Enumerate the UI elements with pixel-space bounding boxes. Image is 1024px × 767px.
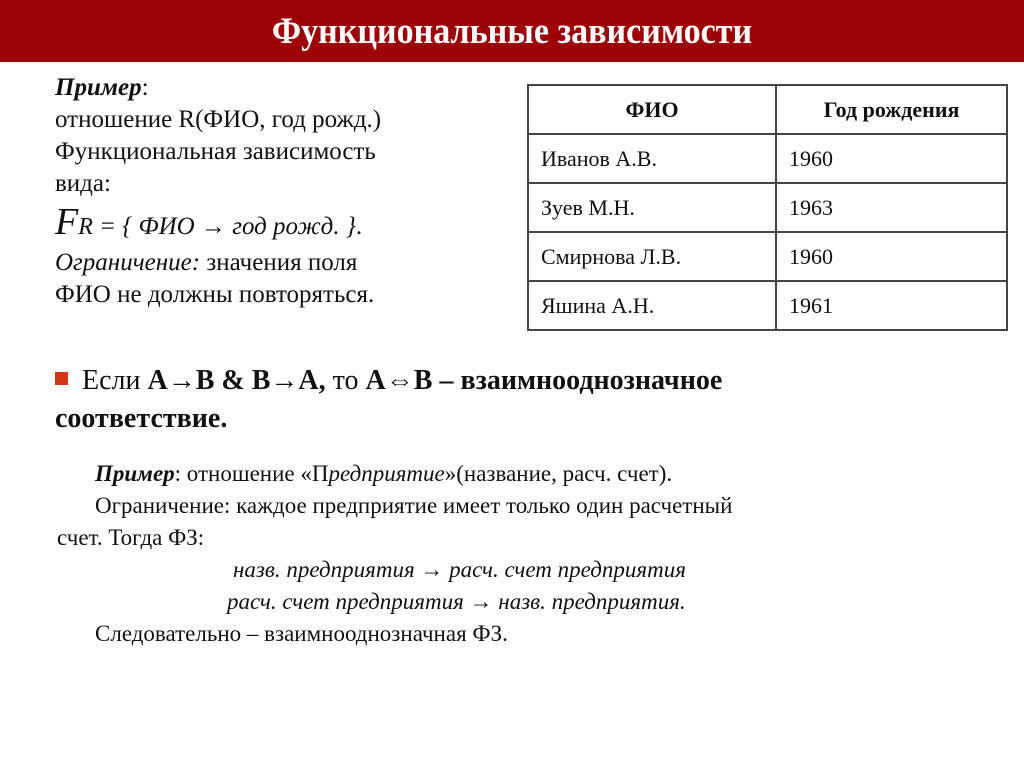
square-bullet-icon	[55, 372, 68, 385]
header-fio: ФИО	[528, 85, 776, 134]
table-header-row	[528, 85, 1007, 134]
arrow-icon: →	[200, 213, 226, 240]
example-2-constraint: Ограничение: каждое предприятие имеет только один расчетный	[95, 493, 733, 518]
cell-fio: Зуев М.Н.	[528, 183, 776, 232]
cell-fio: Яшина А.Н.	[528, 281, 776, 330]
fd-line-2: вида:	[55, 170, 111, 197]
bullet-point: Если A→B & B→A, то A⇔B – взаимнооднозначное соответствие.	[55, 362, 955, 438]
cell-fio: Смирнова Л.В.	[528, 232, 776, 281]
example-2-heading: Пример: отношение «Предприятие»(название, расч. счет).	[95, 461, 673, 486]
example-2-constraint-cont: счет. Тогда ФЗ:	[57, 525, 205, 550]
constraint-line-2: ФИО не должны повторяться.	[55, 281, 375, 308]
double-arrow-icon: ⇔	[385, 365, 414, 396]
table-row	[528, 281, 1007, 330]
bullet-line-2: соответствие.	[55, 403, 228, 434]
arrow-icon: →	[270, 365, 299, 396]
cell-year: 1960	[776, 134, 1007, 183]
arrow-icon: →	[469, 589, 493, 614]
arrow-icon: →	[420, 557, 444, 582]
table-row	[528, 183, 1007, 232]
fd-formula: FR = { ФИО → год рожд. }.	[55, 201, 363, 243]
constraint-line-1: Ограничение: значения поля	[55, 249, 358, 276]
cell-year: 1963	[776, 183, 1007, 232]
fio-table	[527, 84, 1008, 331]
fd-line-1: Функциональная зависимость	[55, 138, 376, 165]
fd-1: назв. предприятия → расч. счет предприятия	[233, 557, 686, 582]
example-block	[55, 72, 485, 311]
table-row	[528, 134, 1007, 183]
fd-2: расч. счет предприятия → назв. предприятия.	[227, 589, 686, 614]
relation-line: отношение R(ФИО, год рожд.)	[55, 106, 382, 133]
cell-fio: Иванов А.В.	[528, 134, 776, 183]
arrow-icon: →	[167, 365, 196, 396]
cell-year: 1960	[776, 232, 1007, 281]
slide-title: Функциональные зависимости	[271, 10, 753, 52]
example-2-block	[57, 458, 975, 650]
conclusion: Следовательно – взаимнооднозначная ФЗ.	[95, 621, 508, 646]
table-row	[528, 232, 1007, 281]
example-heading: Пример:	[55, 74, 149, 101]
cell-year: 1961	[776, 281, 1007, 330]
title-bar	[0, 0, 1024, 62]
header-year: Год рождения	[776, 85, 1007, 134]
